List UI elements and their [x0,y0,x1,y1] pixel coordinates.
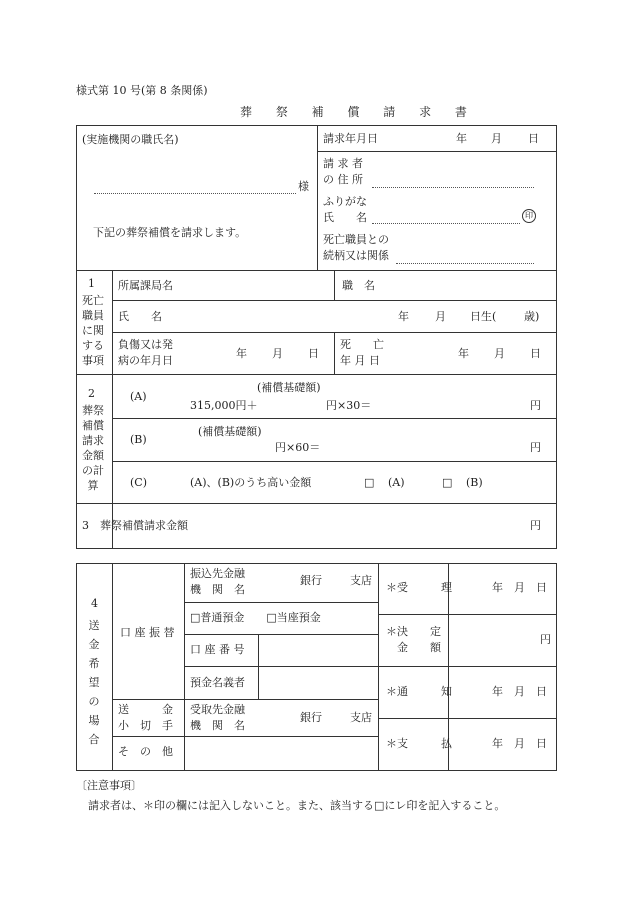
injury-date-label-1: 負傷又は発 [118,338,173,351]
row-a-yen: 円 [530,399,541,412]
age-label: 歳) [524,310,540,323]
section3-label: 3 葬祭補償請求金額 [82,519,188,532]
notice-label: ＊通 知 [386,685,452,698]
section4-number: 4 [91,597,98,610]
row-a-formula-2: 円×30＝ [326,399,372,412]
row-c-label: (C) [130,476,147,489]
check-label-2: 小 切 手 [118,719,173,732]
receiving-bank-label-2: 機 関 名 [190,719,245,732]
decision-label-1: ＊決 定 [386,625,441,638]
claimant-address-label-2: の 住 所 [323,173,363,186]
bank-label-1: 振込先金融 [190,567,245,580]
request-date-label: 請求年月日 [323,132,378,145]
option-b-checkbox[interactable]: □ [442,476,453,489]
request-month: 月 [491,132,502,145]
notes-heading: 〔注意事項〕 [76,779,142,792]
birth-year: 年 [398,310,409,323]
agency-label: (実施機関の職氏名) [82,133,179,146]
claimant-name-field[interactable] [372,223,520,224]
row-a-label: (A) [130,390,147,403]
row-c-text: (A)、(B)のうち高い金額 [190,476,312,489]
option-b-label: (B) [466,476,483,489]
request-year: 年 [456,132,467,145]
receipt-label: ＊受 理 [386,581,452,594]
notice-date: 年 月 日 [492,685,547,698]
deposit-type-options[interactable]: □普通預金 □当座預金 [190,611,321,624]
section1-label: 死亡職員に関する事項 [82,294,104,367]
death-year: 年 [458,347,469,360]
relation-label-1: 死亡職員との [323,233,389,246]
row-b-label: (B) [130,433,147,446]
relation-label-2: 続柄又は関係 [323,249,389,262]
furigana-label: ふりがな [323,195,367,208]
form-number: 様式第 10 号(第 8 条関係) [76,84,208,97]
request-text: 下記の葬祭補償を請求します。 [93,226,247,239]
section3-yen: 円 [530,519,541,532]
receiving-branch-suffix: 支店 [350,711,372,724]
injury-date-label-2: 病の年月日 [118,354,173,367]
option-a-label: (A) [388,476,405,489]
row-b-formula: 円×60＝ [275,441,321,454]
dept-label: 所属課局名 [118,279,173,292]
section4-label: 送金希望の場合 [88,619,100,746]
section1-number: 1 [88,277,95,290]
receipt-date: 年 月 日 [492,581,547,594]
payment-date: 年 月 日 [492,737,547,750]
seal-mark: 印 [522,209,536,223]
injury-year: 年 [236,347,247,360]
birth-day: 日生( [470,310,497,323]
injury-day: 日 [308,347,319,360]
account-number-label: 口 座 番 号 [190,643,245,656]
claimant-address-label-1: 請 求 者 [323,157,363,170]
receiving-bank-suffix: 銀行 [300,711,322,724]
death-month: 月 [494,347,505,360]
relation-field[interactable] [396,263,534,264]
row-b-yen: 円 [530,441,541,454]
check-label-1: 送 金 [118,703,173,716]
position-label: 職 名 [342,279,375,292]
account-holder-label: 預金名義者 [190,676,245,689]
claimant-name-label: 氏 名 [323,211,367,224]
sama-label: 様 [298,180,309,193]
injury-month: 月 [272,347,283,360]
payment-label: ＊支 払 [386,737,452,750]
option-a-checkbox[interactable]: □ [364,476,375,489]
bank-label-2: 機 関 名 [190,583,245,596]
section2-number: 2 [88,387,95,400]
death-date-label-1: 死 亡 [340,338,384,351]
notes-text: 請求者は、＊印の欄には記入しないこと。また、該当する□にレ印を記入すること。 [88,799,506,812]
request-day: 日 [528,132,539,145]
form-title: 葬 祭 補 償 請 求 書 [240,105,477,119]
row-a-formula-1: 315,000円＋ [190,399,258,412]
account-transfer-label: 口 座 振 替 [120,626,175,639]
other-label: そ の 他 [118,745,173,758]
decision-label-2: 金 額 [397,641,441,654]
receiving-bank-label-1: 受取先金融 [190,703,245,716]
section2-label: 葬祭補償請求金額の計算 [82,404,104,492]
death-day: 日 [530,347,541,360]
bank-suffix: 銀行 [300,574,322,587]
row-a-base-label: (補償基礎額) [257,381,321,394]
deceased-name-label: 氏 名 [118,310,162,323]
claimant-address-field[interactable] [372,187,534,188]
branch-suffix: 支店 [350,574,372,587]
decision-yen: 円 [540,633,551,646]
birth-month: 月 [435,310,446,323]
row-b-base-label: (補償基礎額) [198,425,262,438]
death-date-label-2: 年 月 日 [340,354,380,367]
